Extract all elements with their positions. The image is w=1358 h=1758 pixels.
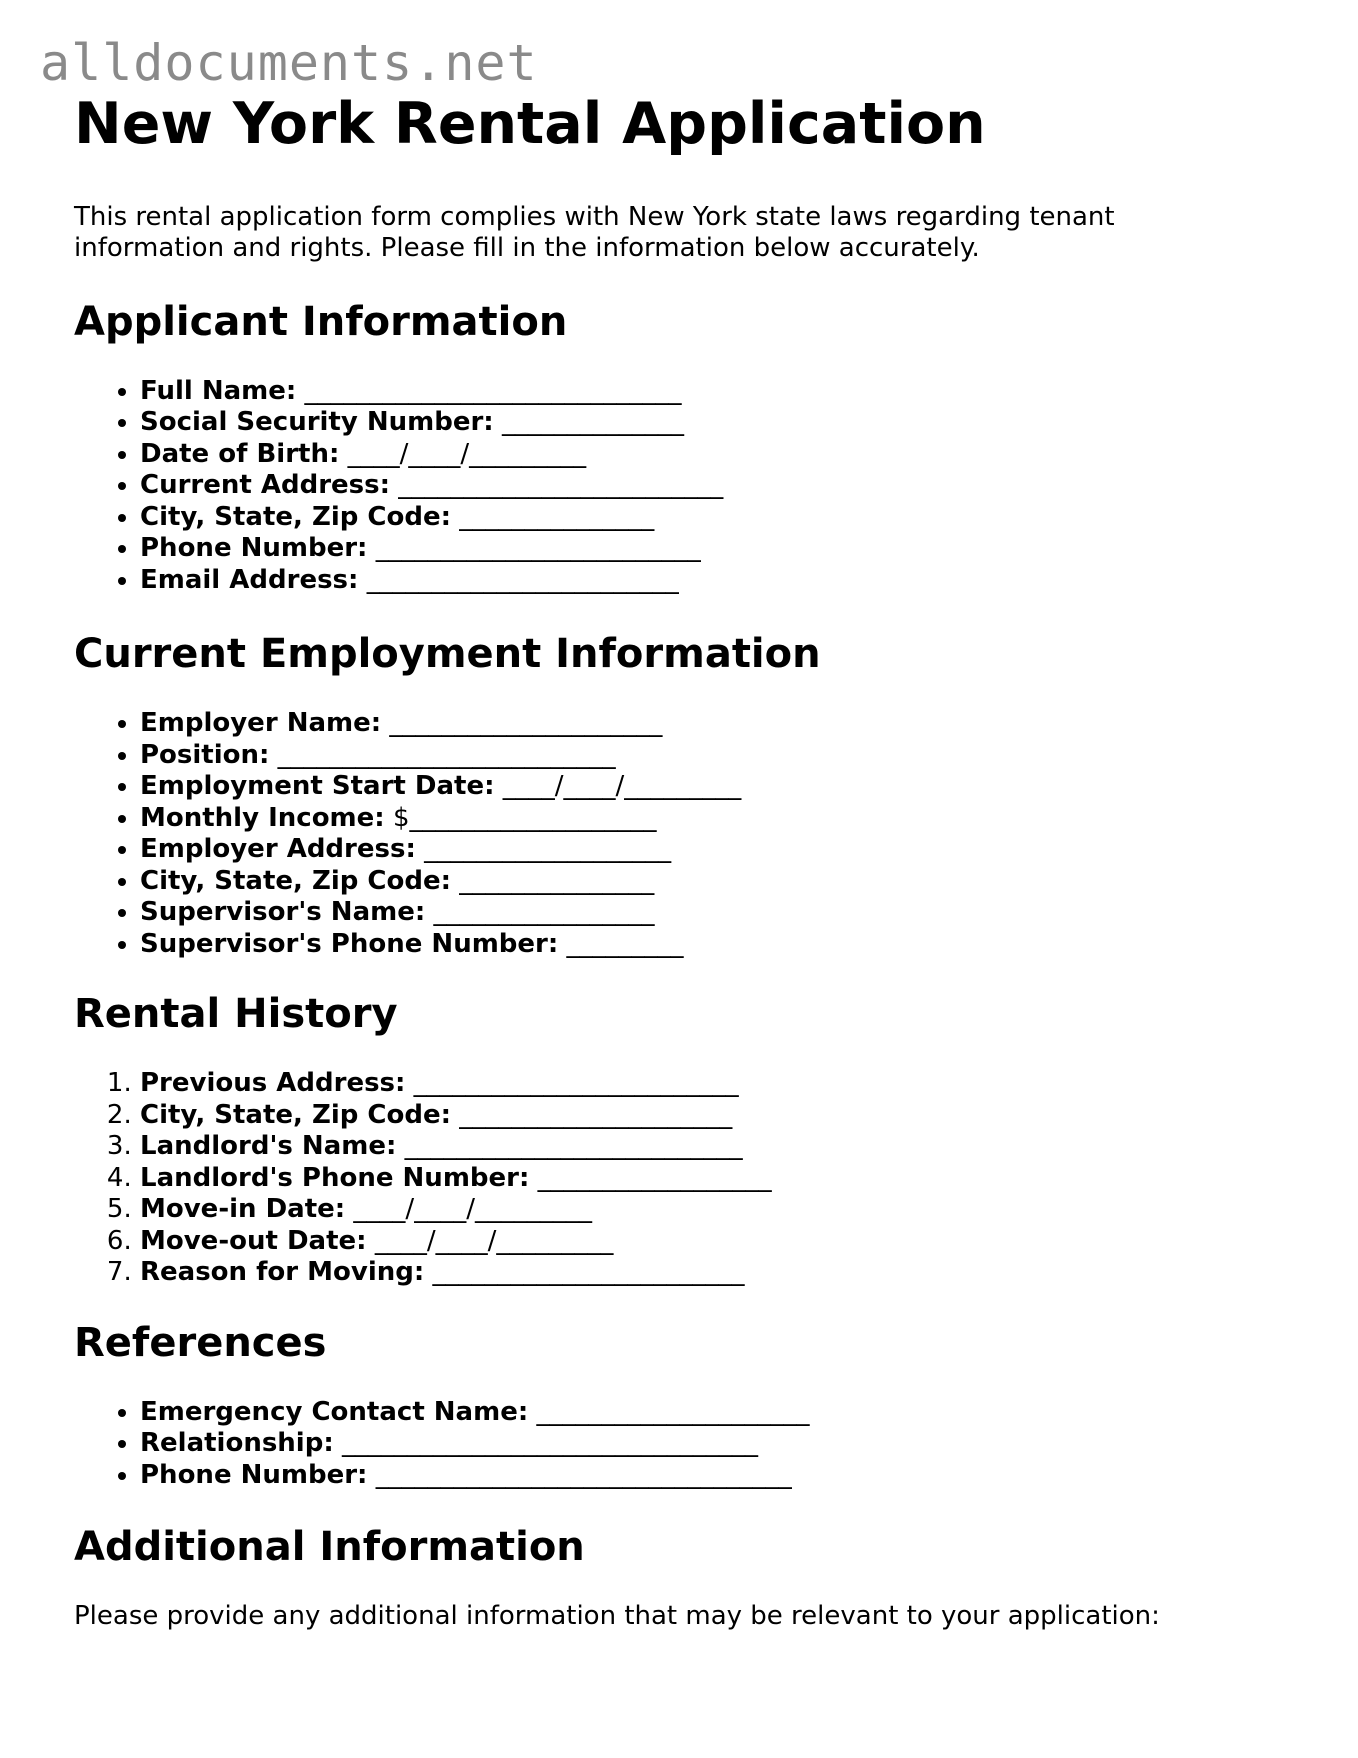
blank-line[interactable]: ____/____/_________	[339, 438, 587, 469]
blank-line[interactable]: _________	[558, 928, 684, 959]
field-reason-for-moving[interactable]: 7. Reason for Moving: ________________________	[140, 1257, 1274, 1289]
references-fields-list	[74, 1397, 1274, 1492]
blank-line[interactable]: _________________________	[390, 470, 724, 501]
blank-line[interactable]: ____/____/_________	[345, 1194, 592, 1225]
blank-line[interactable]: __________________________	[269, 739, 616, 770]
blank-line[interactable]: _______________	[450, 501, 655, 532]
page-title: New York Rental Application	[74, 91, 986, 157]
field-reference-phone[interactable]: • Phone Number: ________________________________	[140, 1460, 1274, 1492]
blank-line[interactable]: _________________	[425, 897, 655, 928]
watermark: alldocuments.net	[40, 34, 538, 92]
blank-line[interactable]: ________________________________	[333, 1428, 758, 1459]
field-employer-name[interactable]: • Employer Name: _____________________	[140, 708, 1274, 740]
field-relationship[interactable]: • Relationship: ________________________________	[140, 1428, 1274, 1460]
blank-line[interactable]: _____________________________	[296, 375, 682, 406]
field-monthly-income[interactable]: • Monthly Income: $___________________	[140, 803, 1274, 835]
blank-line[interactable]: $___________________	[384, 802, 657, 833]
field-position[interactable]: • Position: __________________________	[140, 740, 1274, 772]
section-heading-additional: Additional Information	[74, 1524, 585, 1571]
section-heading-applicant: Applicant Information	[74, 298, 568, 345]
field-supervisor-phone[interactable]: • Supervisor's Phone Number: _________	[140, 929, 1274, 961]
blank-line[interactable]: ______________	[493, 407, 684, 438]
blank-line[interactable]: ___________________	[415, 834, 672, 865]
blank-line[interactable]: _______________	[450, 865, 655, 896]
blank-line[interactable]: __________________________	[396, 1131, 743, 1162]
blank-line[interactable]: ____/____/_________	[366, 1225, 614, 1256]
section-heading-rental-history: Rental History	[74, 991, 398, 1038]
blank-line[interactable]: _____________________	[381, 708, 663, 739]
additional-info-prompt: Please provide any additional information that may be relevant to your application:	[74, 1601, 1160, 1632]
blank-line[interactable]: ________________________________	[367, 1459, 792, 1490]
field-landlord-phone[interactable]: 4. Landlord's Phone Number: __________________	[140, 1163, 1274, 1195]
field-employer-address[interactable]: • Employer Address: ___________________	[140, 834, 1274, 866]
blank-line[interactable]: _____________________	[528, 1396, 810, 1427]
blank-line[interactable]: ____/____/_________	[494, 771, 742, 802]
section-heading-references: References	[74, 1319, 327, 1366]
blank-line[interactable]: _________________________	[405, 1068, 739, 1099]
field-emergency-contact-name[interactable]: • Emergency Contact Name: _____________________	[140, 1397, 1274, 1429]
field-move-out-date[interactable]: 6. Move-out Date: ____/____/_________	[140, 1226, 1274, 1258]
rental-history-fields-list	[74, 1068, 1274, 1289]
field-landlord-name[interactable]: 3. Landlord's Name: __________________________	[140, 1131, 1274, 1163]
blank-line[interactable]: _____________________	[450, 1099, 733, 1130]
field-ssn[interactable]: • Social Security Number: ______________	[140, 407, 1274, 439]
blank-line[interactable]: ________________________	[424, 1257, 745, 1288]
field-city-state-zip[interactable]: • City, State, Zip Code: _______________	[140, 502, 1274, 534]
field-employment-start-date[interactable]: • Employment Start Date: ____/____/_________	[140, 771, 1274, 803]
employment-fields-list	[74, 708, 1274, 960]
blank-line[interactable]: __________________	[529, 1162, 772, 1193]
section-heading-employment: Current Employment Information	[74, 631, 821, 678]
field-previous-address[interactable]: 1. Previous Address: _________________________	[140, 1068, 1274, 1100]
field-supervisor-name[interactable]: • Supervisor's Name: _________________	[140, 897, 1274, 929]
field-move-in-date[interactable]: 5. Move-in Date: ____/____/_________	[140, 1194, 1274, 1226]
blank-line[interactable]: _________________________	[367, 533, 701, 564]
blank-line[interactable]: ________________________	[358, 564, 679, 595]
field-current-address[interactable]: • Current Address: _________________________	[140, 470, 1274, 502]
document-page	[74, 92, 1274, 1632]
field-phone-number[interactable]: • Phone Number: _________________________	[140, 533, 1274, 565]
field-full-name[interactable]: • Full Name: _____________________________	[140, 376, 1274, 408]
field-rental-city-state-zip[interactable]: 2. City, State, Zip Code: _____________________	[140, 1100, 1274, 1132]
field-employer-city-state-zip[interactable]: • City, State, Zip Code: _______________	[140, 866, 1274, 898]
field-date-of-birth[interactable]: • Date of Birth: ____/____/_________	[140, 439, 1274, 471]
applicant-fields-list	[74, 376, 1274, 597]
intro-paragraph: This rental application form complies with New York state laws regarding tenant information and rights. Please fill in the information below accurately.	[74, 201, 1115, 263]
field-email-address[interactable]: • Email Address: ________________________	[140, 565, 1274, 597]
